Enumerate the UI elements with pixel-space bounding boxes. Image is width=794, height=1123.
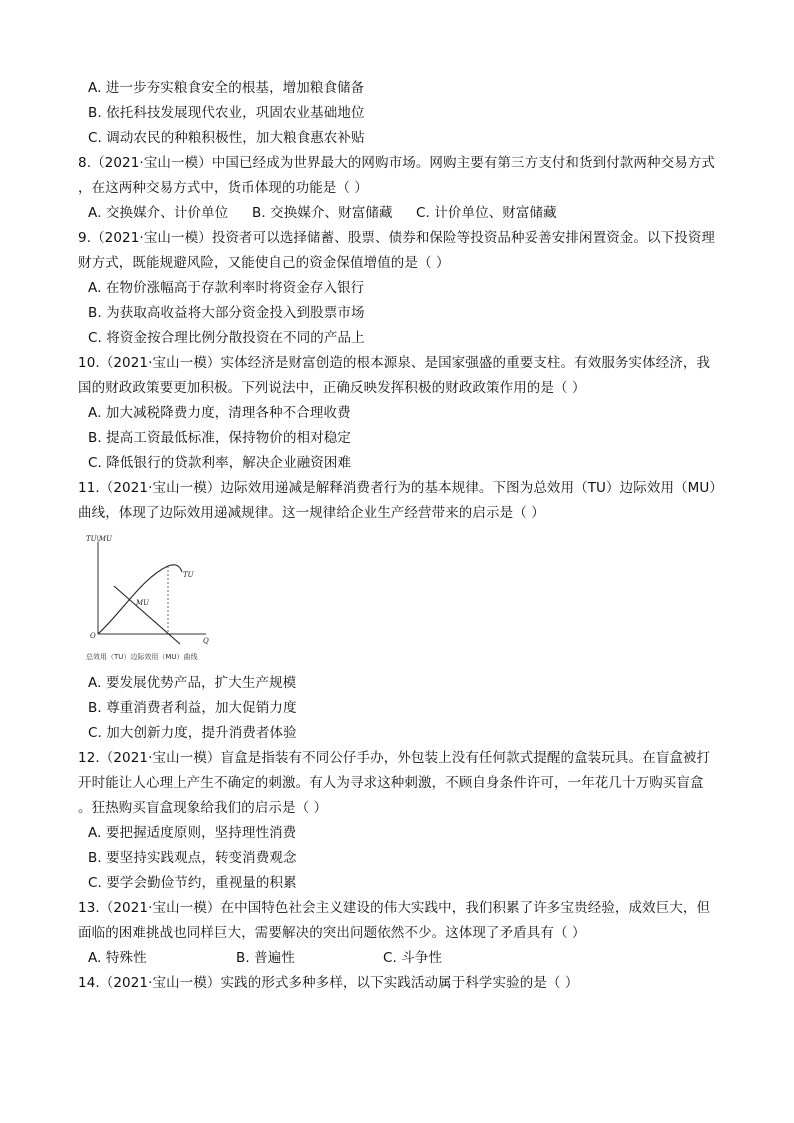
q13-option-b: B. 普遍性 [236, 950, 295, 966]
q12-option-b: B. 要坚持实践观点，转变消费观念 [88, 850, 297, 866]
q12-stem-line2: 开时能让人心理上产生不确定的刺激。有人为寻求这种刺激，不顾自身条件许可，一年花几十万购买盲盒 [78, 775, 704, 791]
q13-option-a: A. 特殊性 [88, 950, 147, 966]
utility-curve-svg [84, 532, 234, 664]
y-axis-label: TU\MU [86, 535, 112, 543]
tu-label: TU [183, 571, 194, 579]
q13-stem-line1: 13.（2021·宝山一模）在中国特色社会主义建设的伟大实践中，我们积累了许多宝贵经验，成效巨大，但 [78, 900, 711, 916]
q8-options-row [0, 204, 794, 222]
q10-stem-line1: 10.（2021·宝山一模）实体经济是财富创造的根本源泉、是国家强盛的重要支柱。有效服务实体经济，我 [78, 355, 711, 371]
q11-option-c: C. 加大创新力度，提升消费者体验 [88, 725, 297, 741]
mu-label: MU [136, 599, 150, 607]
q12-stem-line3: 。狂热购买盲盒现象给我们的启示是（ ） [78, 800, 328, 816]
q10-option-b: B. 提高工资最低标准，保持物价的相对稳定 [88, 430, 351, 446]
q12-stem-line1: 12.（2021·宝山一模）盲盒是指装有不同公仔手办，外包装上没有任何款式提醒的盒装玩具。在盲盒被打 [78, 750, 711, 766]
q13-options-row [0, 949, 794, 967]
q11-option-b: B. 尊重消费者利益，加大促销力度 [88, 700, 297, 716]
q9-option-b: B. 为获取高收益将大部分资金投入到股票市场 [88, 305, 365, 321]
q8-option-b: B. 交换媒介、财富储藏 [252, 205, 393, 221]
q9-stem-line2: 财方式，既能规避风险，又能使自己的资金保值增值的是（ ） [78, 255, 450, 271]
q12-option-a: A. 要把握适度原则，坚持理性消费 [88, 825, 297, 841]
q7-option-c: C. 调动农民的种粮积极性，加大粮食惠农补贴 [88, 130, 365, 146]
q8-option-a: A. 交换媒介、计价单位 [88, 205, 229, 221]
q7-option-b: B. 依托科技发展现代农业，巩固农业基础地位 [88, 105, 365, 121]
q8-stem-line2: ，在这两种交易方式中，货币体现的功能是（ ） [78, 180, 368, 196]
q10-option-c: C. 降低银行的贷款利率，解决企业融资困难 [88, 455, 352, 471]
q11-option-a: A. 要发展优势产品，扩大生产规模 [88, 675, 297, 691]
q10-stem-line2: 国的财政政策要更加积极。下列说法中，正确反映发挥积极的财政政策作用的是（ ） [78, 380, 586, 396]
q7-option-a: A. 进一步夯实粮食安全的根基，增加粮食储备 [88, 80, 365, 96]
q8-option-c: C. 计价单位、财富储藏 [416, 205, 557, 221]
figure-caption: 总效用（TU）边际效用（MU）曲线 [86, 653, 198, 661]
q9-stem-line1: 9.（2021·宝山一模）投资者可以选择储蓄、股票、债券和保险等投资品种妥善安排闲置资金。以下投资理 [78, 230, 716, 246]
q13-stem-line2: 面临的困难挑战也同样巨大，需要解决的突出问题依然不少。这体现了矛盾具有（ ） [78, 925, 586, 941]
q13-option-c: C. 斗争性 [383, 950, 443, 966]
q14-stem-line1: 14.（2021·宝山一模）实践的形式多种多样，以下实践活动属于科学实验的是（ ） [78, 975, 579, 991]
q9-option-c: C. 将资金按合理比例分散投资在不同的产品上 [88, 330, 365, 346]
mu-line [114, 586, 180, 644]
x-axis-label: Q [203, 637, 209, 645]
q12-option-c: C. 要学会勤俭节约，重视量的积累 [88, 875, 297, 891]
q10-option-a: A. 加大减税降费力度，清理各种不合理收费 [88, 405, 351, 421]
origin-label: O [90, 632, 96, 640]
q8-stem-line1: 8.（2021·宝山一模）中国已经成为世界最大的网购市场。网购主要有第三方支付和货到付款两种交易方式 [78, 155, 716, 171]
q11-stem-line1: 11.（2021·宝山一模）边际效用递减是解释消费者行为的基本规律。下图为总效用（TU）边际效用（MU） [78, 480, 723, 496]
utility-curve-figure [84, 532, 234, 664]
q9-option-a: A. 在物价涨幅高于存款利率时将资金存入银行 [88, 280, 365, 296]
q11-stem-line2: 曲线，体现了边际效用递减规律。这一规律给企业生产经营带来的启示是（ ） [78, 505, 545, 521]
